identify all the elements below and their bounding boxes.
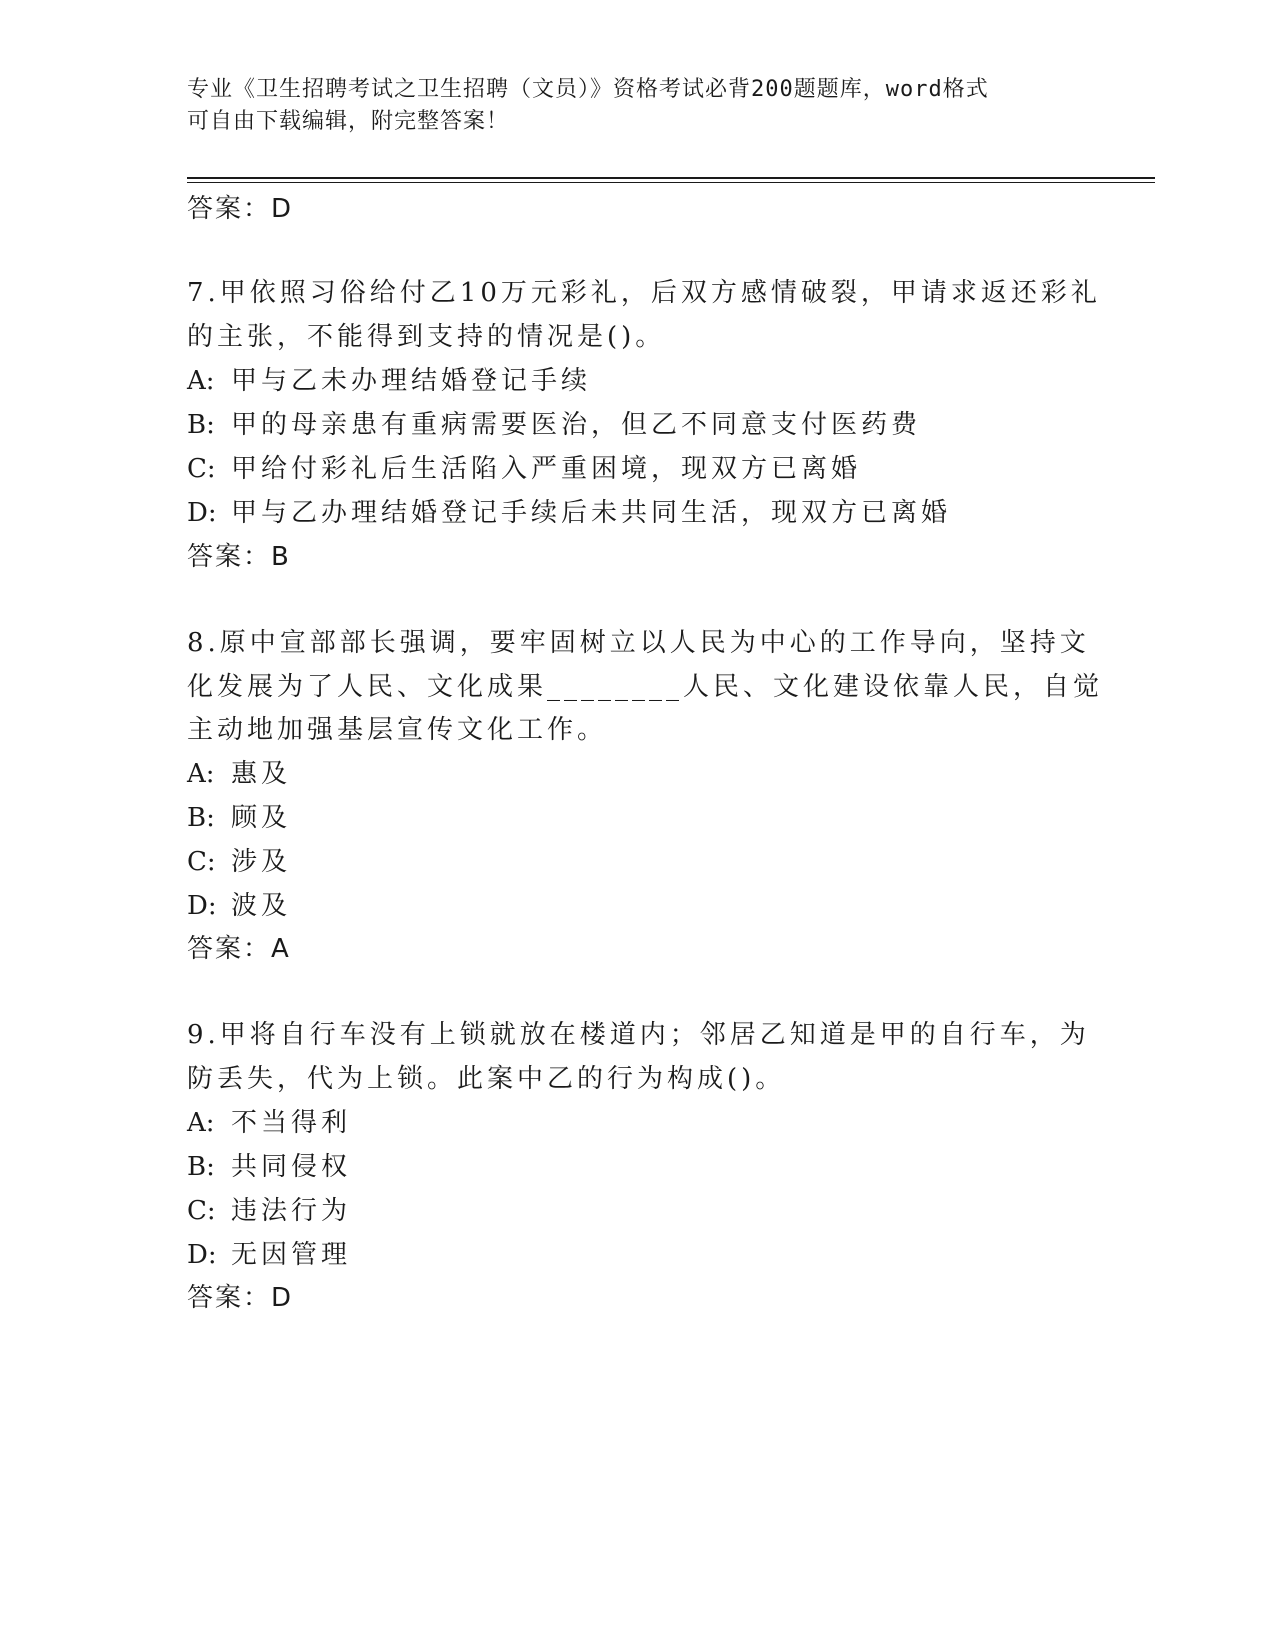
question-9-stem-line-2: 防丢失，代为上锁。此案中乙的行为构成()。: [187, 1064, 786, 1094]
question-7-stem-line-2: 的主张，不能得到支持的情况是()。: [187, 322, 666, 352]
question-9-option-b: [187, 1150, 351, 1184]
question-7-option-c: [187, 452, 861, 486]
question-9-option-d: [187, 1238, 351, 1272]
option-text: 甲给付彩礼后生活陷入严重困境，现双方已离婚: [231, 454, 862, 484]
question-8-option-c: [187, 845, 291, 879]
question-8-stem-line-3: 主动地加强基层宣传文化工作。: [187, 715, 608, 745]
option-letter: C:: [187, 454, 216, 484]
question-9-option-a: [187, 1106, 351, 1140]
question-8-stem-line-2: 化发展为了人民、文化成果________人民、文化建设依靠人民，自觉: [187, 672, 1104, 702]
option-letter: D:: [187, 498, 217, 528]
option-text: 惠及: [231, 759, 292, 789]
option-letter: B:: [187, 803, 215, 833]
document-header: [187, 74, 1087, 138]
option-text: 无因管理: [231, 1240, 352, 1270]
previous-answer: 答案：D: [187, 194, 294, 224]
option-text: 顾及: [231, 803, 292, 833]
option-letter: C:: [187, 847, 216, 877]
question-9-stem-line-1: 9.甲将自行车没有上锁就放在楼道内；邻居乙知道是甲的自行车，为: [187, 1020, 1090, 1050]
header-line-2: 可自由下载编辑，附完整答案！: [187, 109, 510, 134]
option-text: 甲与乙未办理结婚登记手续: [231, 366, 592, 396]
option-letter: B:: [187, 1152, 215, 1182]
question-7-option-a: [187, 364, 591, 398]
option-letter: B:: [187, 410, 215, 440]
option-letter: D:: [187, 1240, 217, 1270]
question-7-answer: 答案：B: [187, 542, 291, 572]
question-8-option-a: [187, 757, 291, 791]
option-text: 波及: [231, 891, 292, 921]
option-letter: D:: [187, 891, 217, 921]
question-8-option-b: [187, 801, 291, 835]
header-line-1: 专业《卫生招聘考试之卫生招聘（文员）》资格考试必背200题题库，word格式: [187, 77, 989, 102]
question-8-stem-line-1: 8.原中宣部部长强调，要牢固树立以人民为中心的工作导向，坚持文: [187, 628, 1090, 658]
option-letter: A:: [187, 366, 215, 396]
option-text: 不当得利: [231, 1108, 352, 1138]
question-8-option-d: [187, 889, 291, 923]
question-9-option-c: [187, 1194, 351, 1228]
question-9-answer: 答案：D: [187, 1283, 294, 1313]
option-text: 共同侵权: [231, 1152, 352, 1182]
option-letter: A:: [187, 759, 215, 789]
header-rule-thin: [187, 182, 1155, 183]
option-letter: A:: [187, 1108, 215, 1138]
option-text: 甲与乙办理结婚登记手续后未共同生活，现双方已离婚: [231, 498, 952, 528]
question-7-option-d: [187, 496, 951, 530]
question-8-answer: 答案：A: [187, 934, 291, 964]
question-7-stem-line-1: 7.甲依照习俗给付乙10万元彩礼，后双方感情破裂，甲请求返还彩礼: [187, 278, 1101, 308]
option-letter: C:: [187, 1196, 216, 1226]
option-text: 甲的母亲患有重病需要医治，但乙不同意支付医药费: [231, 410, 922, 440]
option-text: 涉及: [231, 847, 292, 877]
option-text: 违法行为: [231, 1196, 352, 1226]
question-7-option-b: [187, 408, 921, 442]
header-rule-thick: [187, 177, 1155, 179]
